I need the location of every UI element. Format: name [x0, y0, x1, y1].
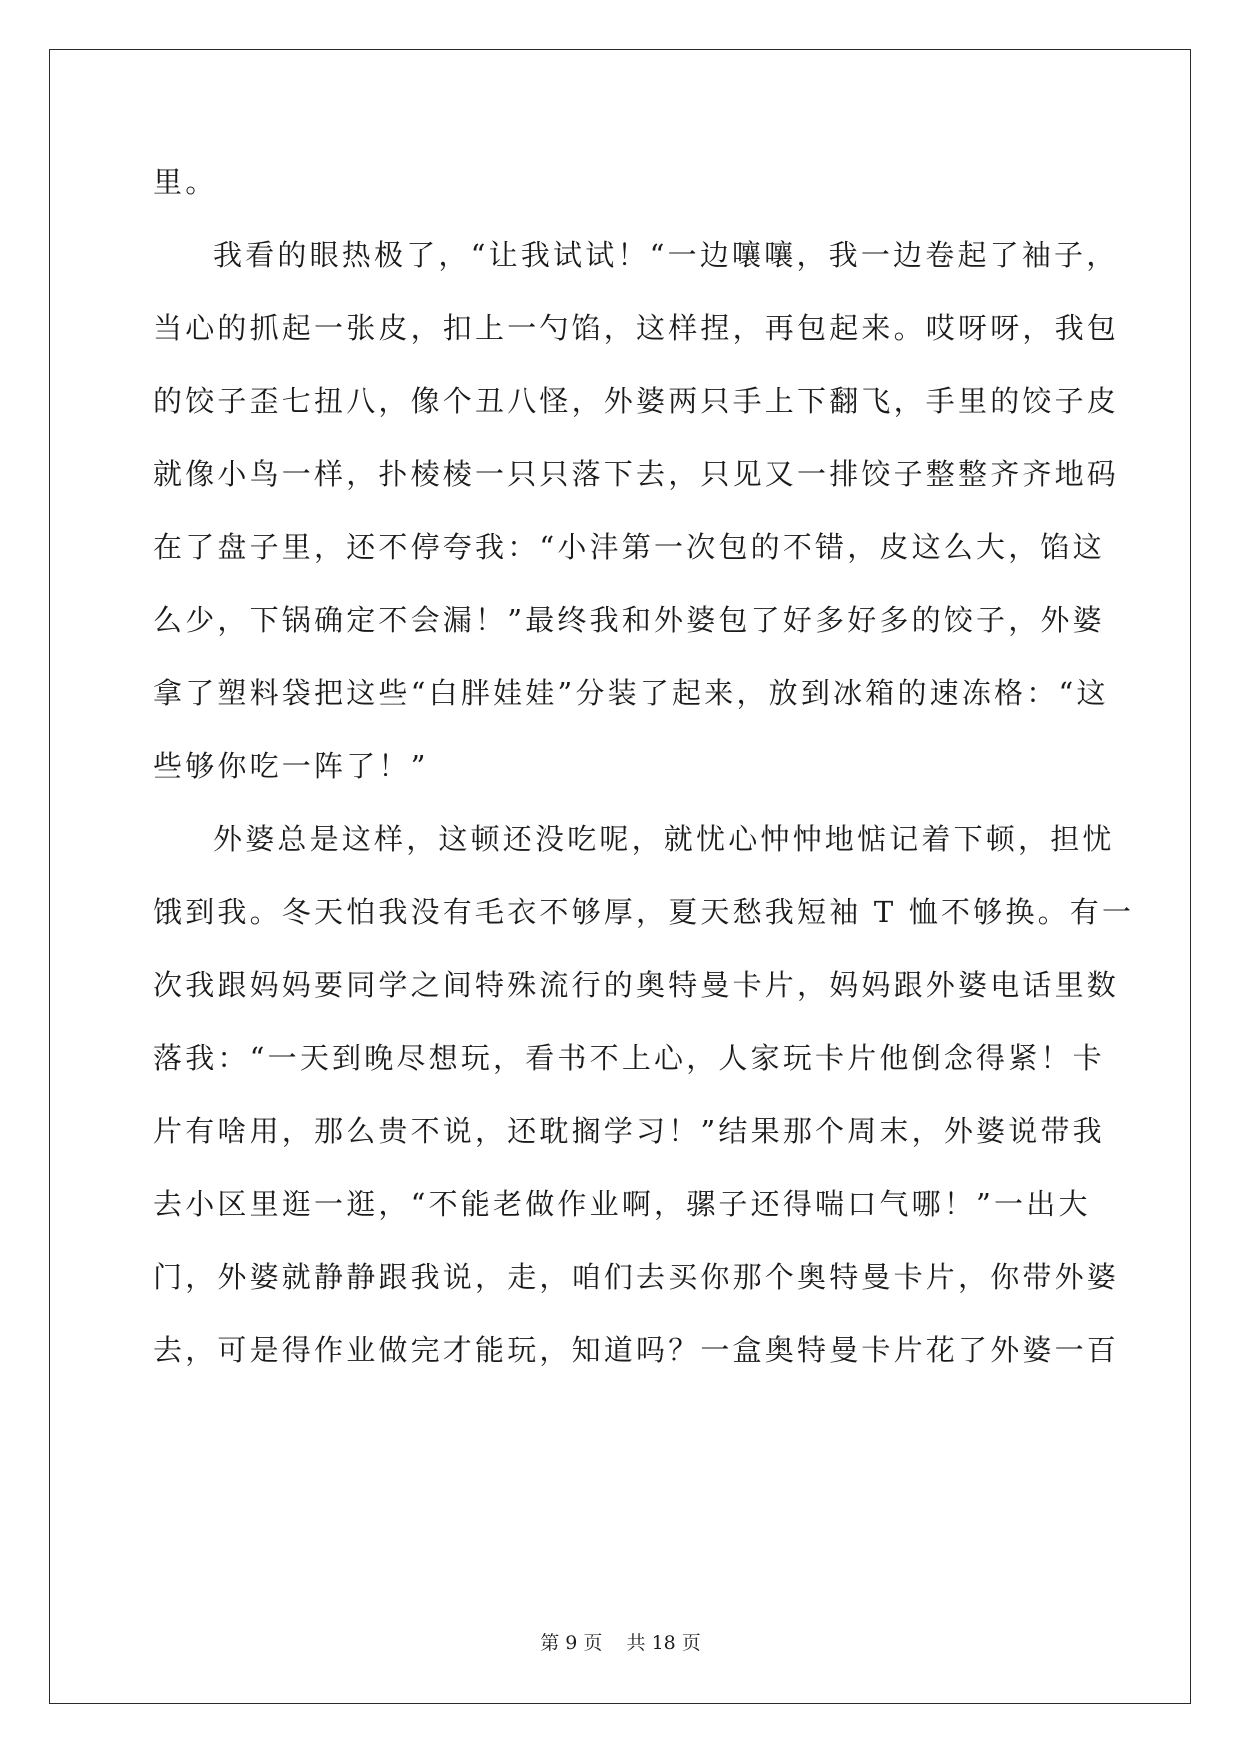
text-line: 外婆总是这样，这顿还没吃呢，就忧心忡忡地惦记着下顿，担忧	[213, 822, 1115, 856]
text-line: 去，可是得作业做完才能玩，知道吗？一盒奥特曼卡片花了外婆一百	[153, 1333, 1120, 1367]
text-line: 当心的抓起一张皮，扣上一勺馅，这样捏，再包起来。哎呀呀，我包	[153, 311, 1120, 345]
text-line: 里。	[153, 165, 218, 199]
text-line: 饿到我。冬天怕我没有毛衣不够厚，夏天愁我短袖 T 恤不够换。有一	[153, 895, 1135, 929]
text-line: 去小区里逛一逛，“不能老做作业啊，骡子还得喘口气哪！”一出大	[153, 1187, 1091, 1221]
page-number-footer: 第 9 页 共 18 页	[540, 1632, 701, 1654]
text-line: 在了盘子里，还不停夸我：“小沣第一次包的不错，皮这么大，馅这	[153, 530, 1105, 564]
text-line: 落我：“一天到晚尽想玩，看书不上心，人家玩卡片他倒念得紧！卡	[153, 1041, 1105, 1075]
text-line: 就像小鸟一样，扑棱棱一只只落下去，只见又一排饺子整整齐齐地码	[153, 457, 1120, 491]
text-line: 么少，下锅确定不会漏！”最终我和外婆包了好多好多的饺子，外婆	[153, 603, 1105, 637]
text-line: 的饺子歪七扭八，像个丑八怪，外婆两只手上下翻飞，手里的饺子皮	[153, 384, 1120, 418]
text-line: 些够你吃一阵了！”	[153, 749, 429, 783]
text-line: 片有啥用，那么贵不说，还耽搁学习！”结果那个周末，外婆说带我	[153, 1114, 1105, 1148]
text-line: 次我跟妈妈要同学之间特殊流行的奥特曼卡片，妈妈跟外婆电话里数	[153, 968, 1120, 1002]
text-line: 拿了塑料袋把这些“白胖娃娃”分装了起来，放到冰箱的速冻格：“这	[153, 676, 1109, 710]
text-line: 门，外婆就静静跟我说，走，咱们去买你那个奥特曼卡片，你带外婆	[153, 1260, 1120, 1294]
text-line: 我看的眼热极了，“让我试试！“一边嚷嚷，我一边卷起了袖子，	[213, 238, 1119, 272]
page-border	[49, 49, 1191, 1704]
